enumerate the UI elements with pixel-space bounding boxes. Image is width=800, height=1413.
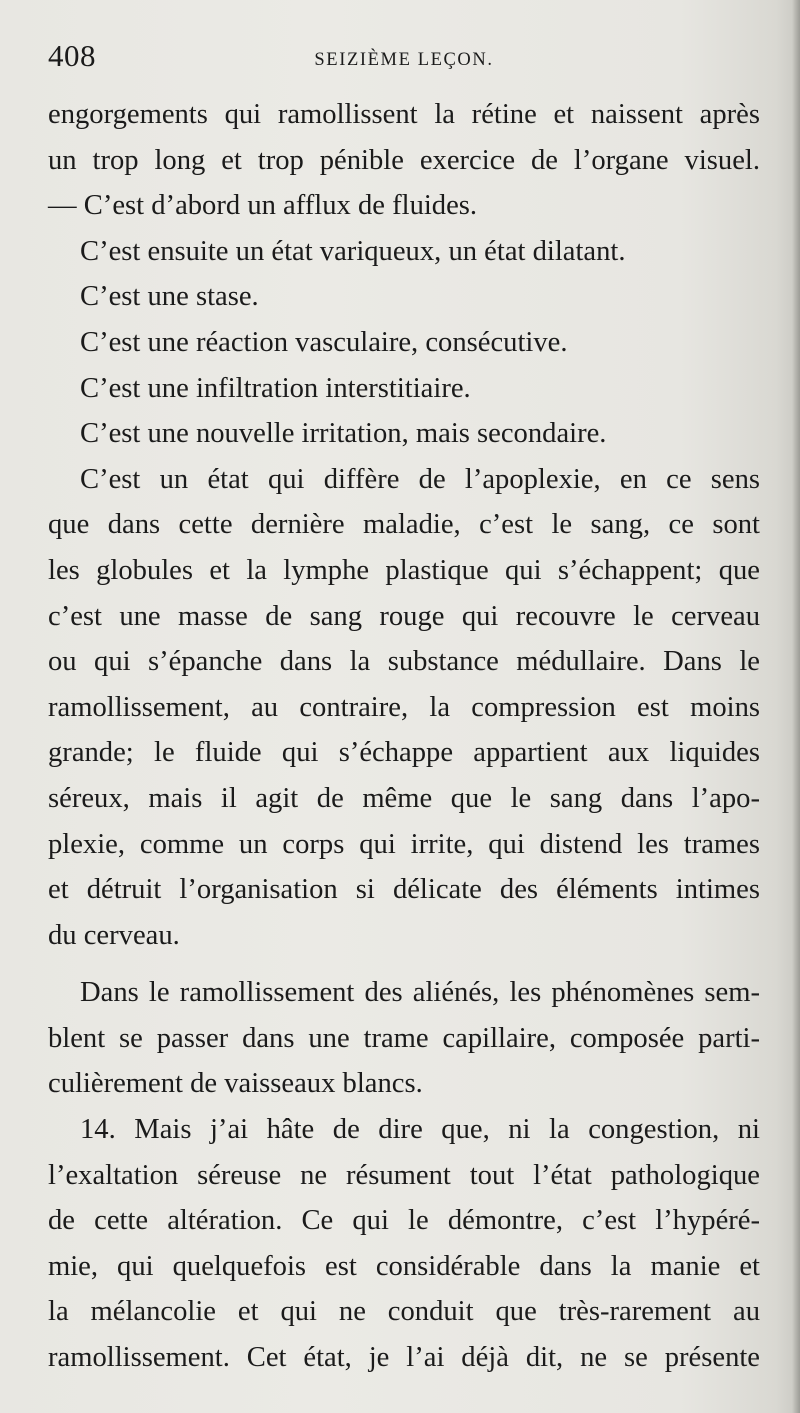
text-line: C’est une réaction vasculaire, consécutive. <box>80 326 568 358</box>
text-line: mie, qui quelquefois est considérable dans la manie et <box>48 1250 760 1282</box>
page-edge-shadow <box>792 0 800 1413</box>
text-line: culièrement de vaisseaux blancs. <box>48 1068 423 1100</box>
text-line: C’est une infiltration interstitiaire. <box>80 372 471 404</box>
paragraph-gap <box>48 958 760 970</box>
text-line: C’est ensuite un état variqueux, un état dilatant. <box>80 235 626 267</box>
text-line: plexie, comme un corps qui irrite, qui distend les trames <box>48 828 760 860</box>
text-line: C’est un état qui diffère de l’apoplexie, en ce sens <box>80 463 760 495</box>
paragraph <box>48 320 760 366</box>
text-line: engorgements qui ramollissent la rétine et naissent après <box>48 99 760 130</box>
paragraph <box>48 457 760 959</box>
text-line: ramollissement, au contraire, la compression est moins <box>48 691 760 723</box>
paragraph <box>48 274 760 320</box>
paragraph <box>48 1107 760 1381</box>
text-line: que dans cette dernière maladie, c’est le sang, ce sont <box>48 509 760 541</box>
text-line: de cette altération. Ce qui le démontre, c’est l’hypéré- <box>48 1205 760 1237</box>
page-header <box>48 38 760 78</box>
text-line: l’exaltation séreuse ne résument tout l’état pathologique <box>48 1159 760 1191</box>
text-line: C’est une stase. <box>80 281 259 313</box>
text-line: Dans le ramollissement des aliénés, les phénomènes sem- <box>80 977 760 1009</box>
text-line: C’est une nouvelle irritation, mais secondaire. <box>80 418 607 450</box>
text-line: les globules et la lymphe plastique qui s’échappent; que <box>48 554 760 586</box>
text-line: blent se passer dans une trame capillaire, composée parti- <box>48 1022 760 1054</box>
text-line: et détruit l’organisation si délicate des éléments intimes <box>48 874 760 906</box>
text-line: ramollissement. Cet état, je l’ai déjà dit, ne se présente <box>48 1342 760 1374</box>
paragraph <box>48 92 760 229</box>
text-line: du cerveau. <box>48 919 180 951</box>
text-line: séreux, mais il agit de même que le sang dans l’apo- <box>48 782 760 814</box>
paragraph <box>48 411 760 457</box>
body-text <box>48 92 760 1381</box>
text-line: la mélancolie et qui ne conduit que très-rarement au <box>48 1296 760 1328</box>
running-head: SEIZIÈME LEÇON. <box>314 50 494 70</box>
text-line: 14. Mais j’ai hâte de dire que, ni la congestion, ni <box>80 1114 760 1146</box>
text-line: un trop long et trop pénible exercice de l’organe visuel. <box>48 144 760 176</box>
text-line: ou qui s’épanche dans la substance médullaire. Dans le <box>48 646 760 678</box>
paragraph <box>48 229 760 275</box>
text-line: c’est une masse de sang rouge qui recouvre le cerveau <box>48 600 760 632</box>
page-number: 408 <box>48 38 96 73</box>
paragraph <box>48 970 760 1107</box>
paragraph <box>48 366 760 412</box>
text-line: — C’est d’abord un afflux de fluides. <box>48 190 478 222</box>
text-line: grande; le fluide qui s’échappe appartient aux liquides <box>48 737 760 769</box>
